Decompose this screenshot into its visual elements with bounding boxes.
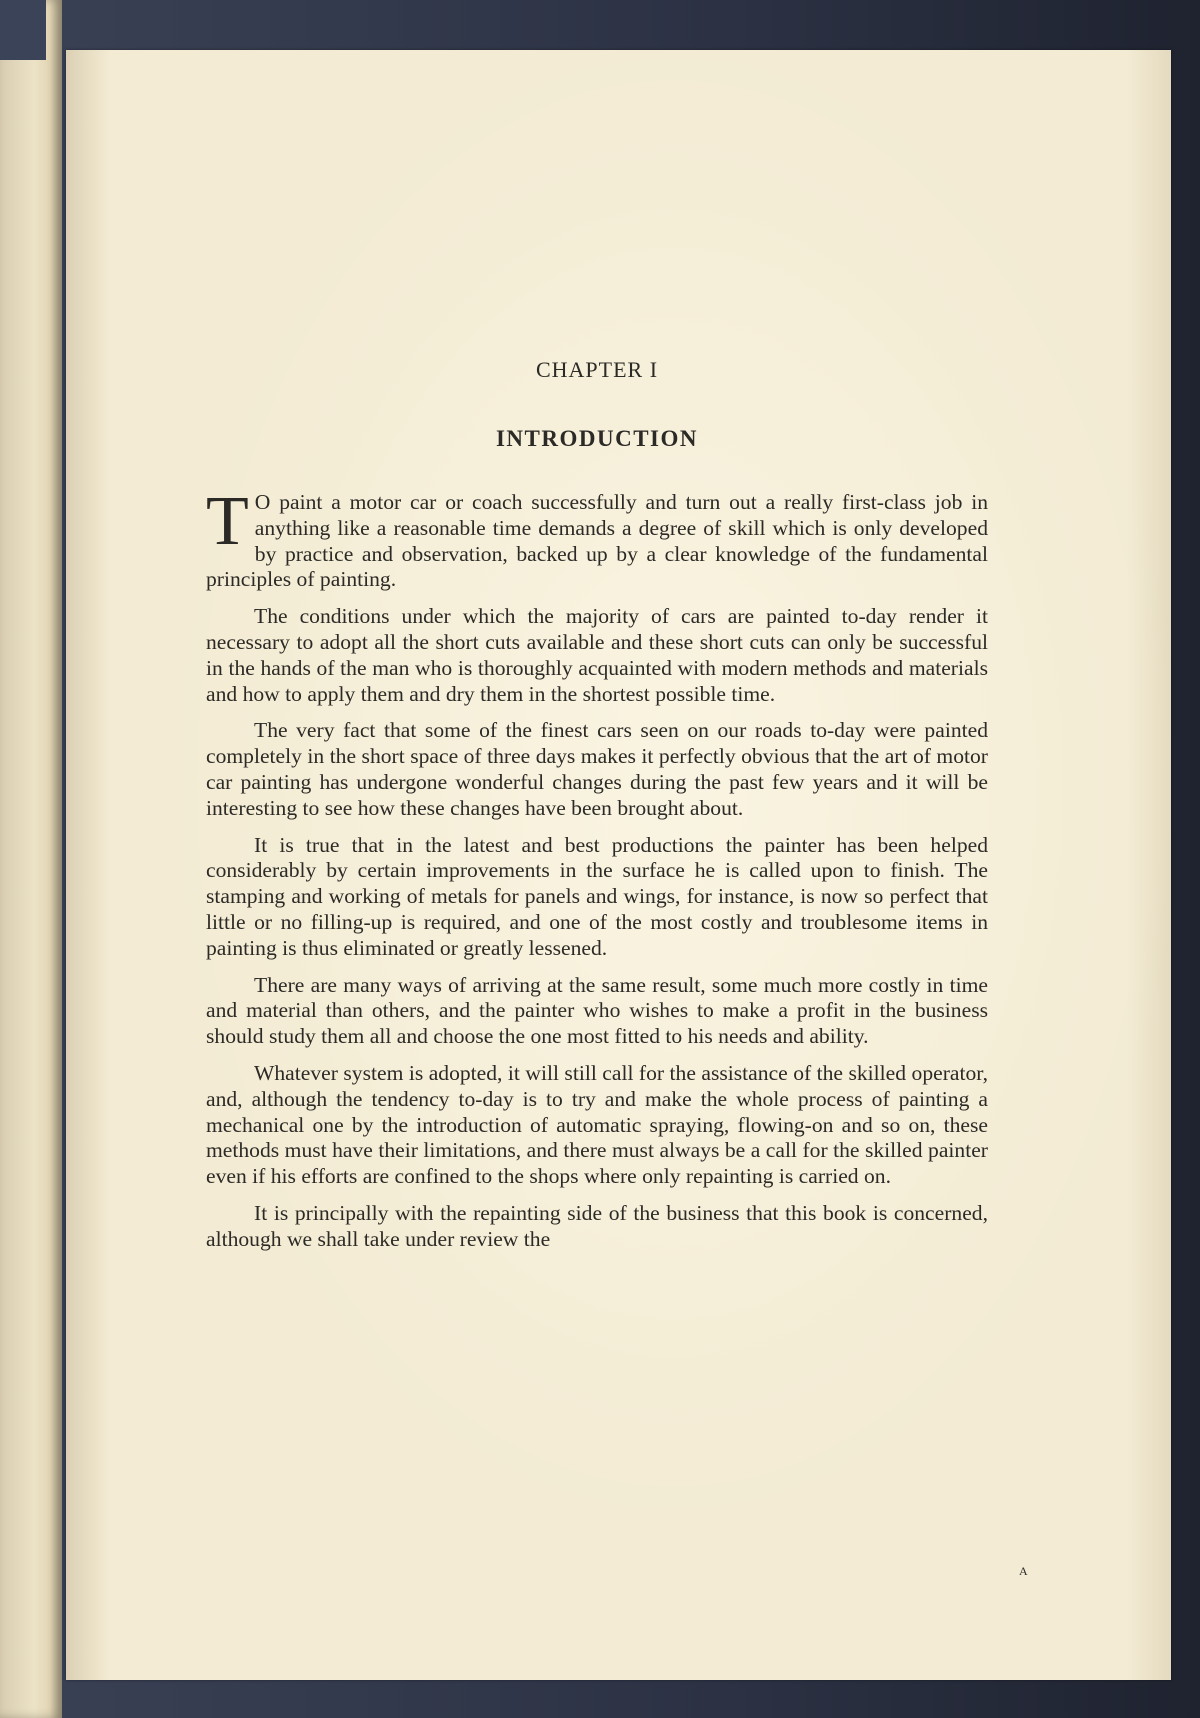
- book-page: [66, 50, 1171, 1680]
- signature-mark: A: [1019, 1564, 1029, 1578]
- chapter-label: CHAPTER I: [535, 357, 659, 382]
- paragraph-1-text: O paint a motor car or coach successfully and turn out a really first-class job in anything like a reasonable time demands a degree of skill which is only developed by practice and observation, backed up by a clear knowledge of the fundamental principles of painting.: [206, 490, 988, 592]
- paragraph-3: The very fact that some of the finest cars seen on our roads to-day were painted completely in the short space of three days makes it perfectly obvious that the art of motor car painting has undergone wonderful changes during the past few years and it will be interesting to see how these changes have been brought about.: [206, 718, 988, 820]
- chapter-title: INTRODUCTION: [495, 426, 699, 451]
- paragraph-6: Whatever system is adopted, it will still call for the assistance of the skilled operator, and, although the tendency to-day is to try and make the whole process of painting a mechanical one by the introduction of automatic spraying, flowing-on and so on, these methods must have their limitations, and there must always be a call for the skilled painter even if his efforts are confined to the shops where only repainting is carried on.: [206, 1060, 988, 1189]
- paragraph-7: It is principally with the repainting side of the business that this book is concerned, although we shall take under review the: [206, 1200, 988, 1251]
- drop-cap: T: [206, 483, 249, 560]
- paragraph-1: [206, 483, 988, 593]
- facing-page-edge: [0, 0, 62, 1718]
- paragraph-5: There are many ways of arriving at the same result, some much more costly in time and material than others, and the painter who wishes to make a profit in the business should study them all and choose the one most fitted to his needs and ability.: [206, 972, 988, 1049]
- paragraph-2: The conditions under which the majority of cars are painted to-day render it necessary to adopt all the short cuts available and these short cuts can only be successful in the hands of the man who is thoroughly acquainted with modern methods and materials and how to apply them and dry them in the shortest possible time.: [206, 604, 988, 706]
- cover-corner: [0, 0, 46, 60]
- paragraph-4: It is true that in the latest and best productions the painter has been helped considerably by certain improvements in the surface he is called upon to finish. The stamping and working of metals for panels and wings, for instance, is now so perfect that little or no filling-up is required, and one of the most costly and troublesome items in painting is thus eliminated or greatly lessened.: [206, 832, 988, 960]
- page-text-block: [206, 350, 988, 1264]
- chapter-body: [206, 483, 988, 1253]
